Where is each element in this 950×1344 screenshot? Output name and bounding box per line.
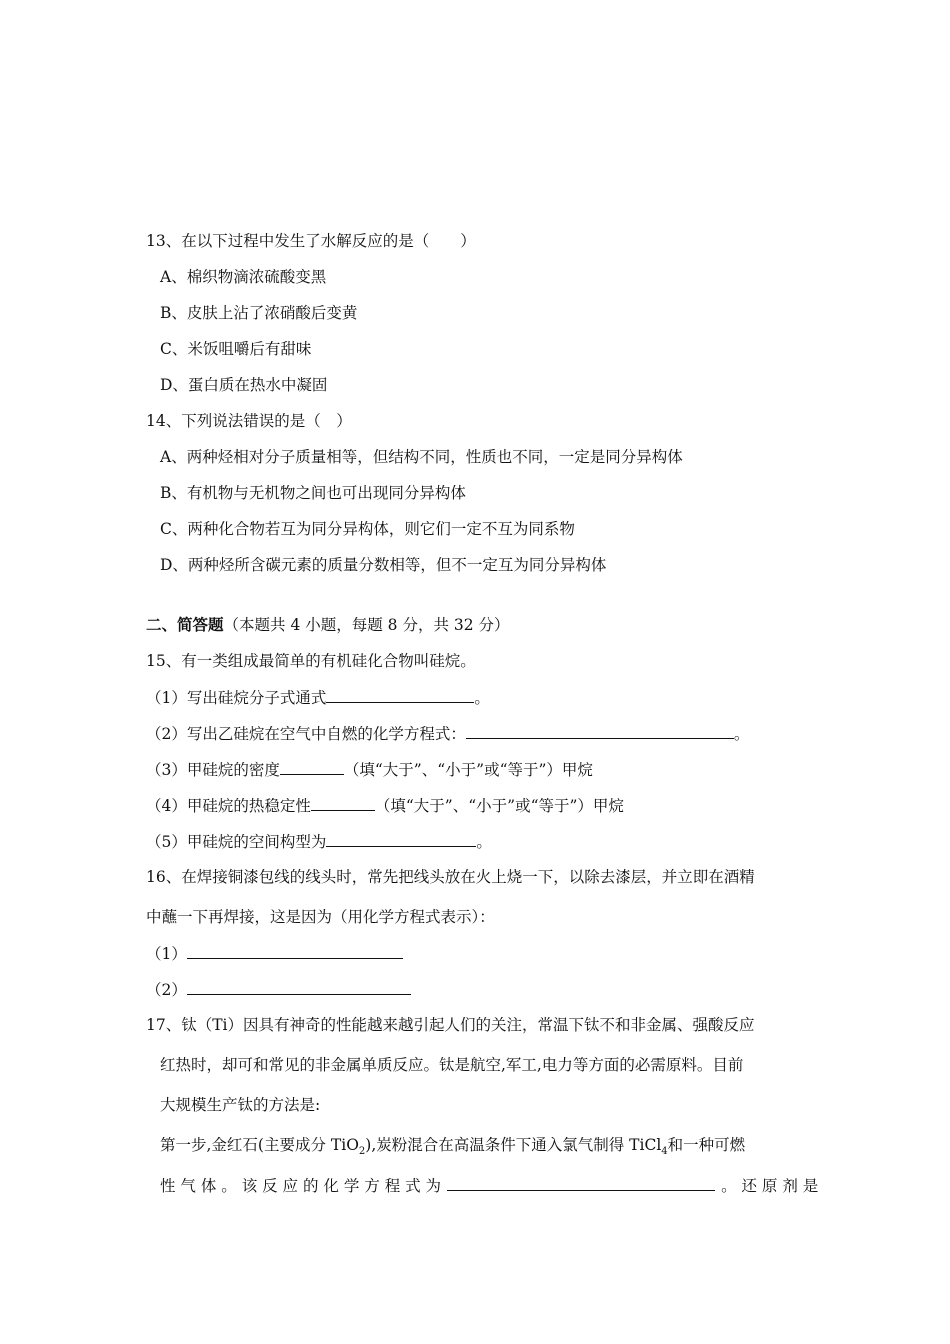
q15-item-1-text: （1）写出硅烷分子式通式 <box>146 689 327 707</box>
answer-blank[interactable] <box>326 686 474 703</box>
q13-option-d: D、蛋白质在热水中凝固 <box>160 376 328 394</box>
q14-option-c: C、两种化合物若互为同分异构体，则它们一定不互为同系物 <box>160 520 575 538</box>
q15-item-3 <box>146 758 593 781</box>
q17-line-4-part-b: ),炭粉混合在高温条件下通入氯气制得 TiCl <box>365 1136 662 1154</box>
q15-item-3-text: （3）甲硅烷的密度 <box>146 761 280 779</box>
q17-line-4-part-c: 和一种可燃 <box>667 1136 746 1154</box>
q15-item-5-tail: 。 <box>476 833 492 851</box>
q17-line-5-part-b: 。 还 原 剂 是 <box>721 1177 819 1195</box>
q17-line-4 <box>160 1134 745 1163</box>
q15-item-4 <box>146 794 624 817</box>
section-heading <box>146 614 510 636</box>
q15-stem: 15、有一类组成最简单的有机硅化合物叫硅烷。 <box>146 652 476 670</box>
q17-line-3: 大规模生产钛的方法是: <box>160 1096 321 1114</box>
q16-item-2-label: （2） <box>146 981 187 999</box>
q13-option-c: C、米饭咀嚼后有甜味 <box>160 340 312 358</box>
q14-option-d: D、两种烃所含碳元素的质量分数相等，但不一定互为同分异构体 <box>160 556 607 574</box>
q15-item-5-text: （5）甲硅烷的空间构型为 <box>146 833 327 851</box>
q15-item-2-tail: 。 <box>733 725 750 743</box>
q16-line-2: 中蘸一下再焊接，这是因为（用化学方程式表示）： <box>146 908 495 926</box>
q16-item-2 <box>146 978 411 1001</box>
answer-blank[interactable] <box>447 1174 715 1191</box>
q14-option-a: A、两种烃相对分子质量相等，但结构不同，性质也不同，一定是同分异构体 <box>160 448 683 466</box>
subscript-2: 2 <box>358 1146 366 1158</box>
q15-item-1 <box>146 686 490 709</box>
answer-blank[interactable] <box>326 830 476 847</box>
q16-item-1-label: （1） <box>146 945 187 963</box>
answer-blank[interactable] <box>187 978 411 995</box>
section-note: （本题共 4 小题，每题 8 分，共 32 分） <box>223 616 510 634</box>
q14-stem: 14、下列说法错误的是（ ） <box>146 412 352 430</box>
q15-item-1-tail: 。 <box>474 689 490 707</box>
answer-blank[interactable] <box>311 794 375 811</box>
answer-blank[interactable] <box>280 758 344 775</box>
q15-item-3-tail: （填“大于”、“小于”或“等于”）甲烷 <box>343 761 593 779</box>
q17-line-2: 红热时，却可和常见的非金属单质反应。钛是航空,军工,电力等方面的必需原料。目前 <box>160 1056 744 1074</box>
q15-item-5 <box>146 830 492 853</box>
section-title: 二、简答题 <box>146 615 224 634</box>
q15-item-4-text: （4）甲硅烷的热稳定性 <box>146 797 311 815</box>
q16-line-1: 16、在焊接铜漆包线的线头时，常先把线头放在火上烧一下，以除去漆层，并立即在酒精 <box>146 868 755 886</box>
q17-line-4-part-a: 第一步,金红石(主要成分 TiO <box>160 1136 359 1154</box>
q13-stem: 13、在以下过程中发生了水解反应的是（ ） <box>146 232 476 250</box>
q13-option-b: B、皮肤上沾了浓硝酸后变黄 <box>160 304 358 322</box>
q16-item-1 <box>146 942 403 965</box>
q15-item-2 <box>146 722 749 745</box>
q17-line-5 <box>160 1174 818 1197</box>
q17-line-5-part-a: 性 气 体 。 该 反 应 的 化 学 方 程 式 为 <box>160 1177 442 1195</box>
q15-item-4-tail: （填“大于”、“小于”或“等于”）甲烷 <box>374 797 624 815</box>
q13-option-a: A、棉织物滴浓硫酸变黑 <box>160 268 327 286</box>
subscript-4: 4 <box>661 1146 668 1158</box>
q15-item-2-text: （2）写出乙硅烷在空气中自燃的化学方程式： <box>146 725 466 743</box>
q17-line-1: 17、钛（Ti）因具有神奇的性能越来越引起人们的关注，常温下钛不和非金属、强酸反应 <box>146 1016 755 1034</box>
q14-option-b: B、有机物与无机物之间也可出现同分异构体 <box>160 484 466 502</box>
answer-blank[interactable] <box>187 942 403 959</box>
answer-blank[interactable] <box>466 722 734 739</box>
